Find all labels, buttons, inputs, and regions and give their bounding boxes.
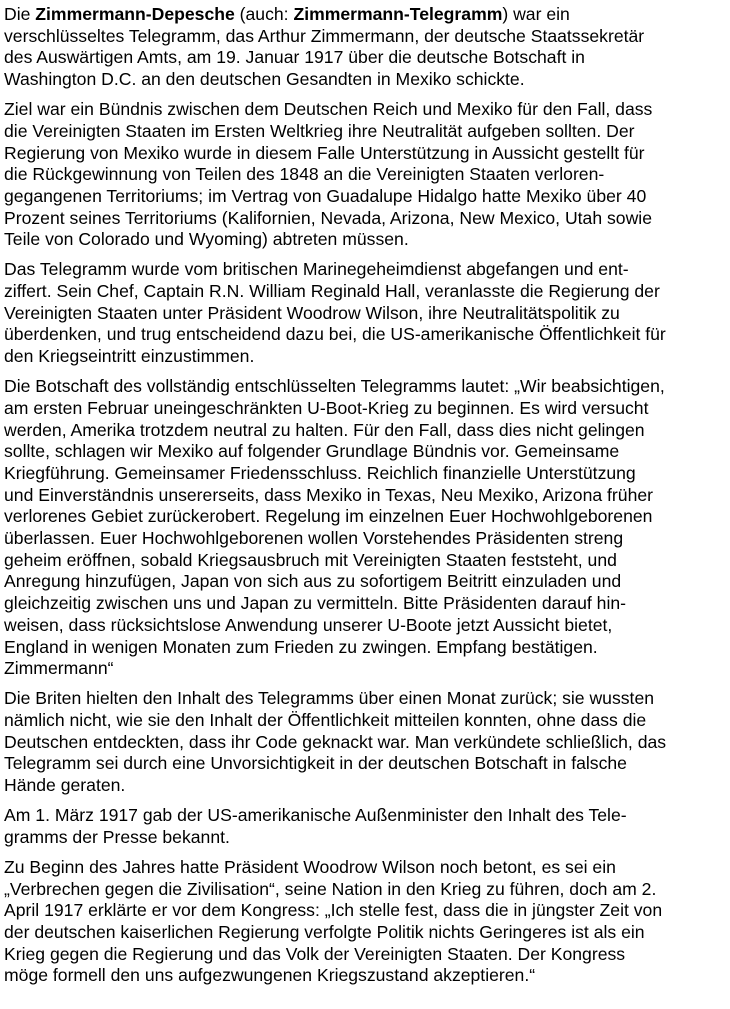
document-page xyxy=(4,4,728,995)
text-line: verschlüsseltes Telegramm, das Arthur Zimmermann, der deutsche Staatssekretär xyxy=(4,25,645,46)
text-line: Die Botschaft des vollständig entschlüsselten Telegramms lautet: „Wir beabsichtigen, xyxy=(4,376,665,397)
text-line xyxy=(4,4,570,24)
text-segment: Die xyxy=(4,4,36,24)
bold-term-zimmermann-depesche: Zimmermann-Depesche xyxy=(35,4,235,24)
bold-term-zimmermann-telegramm: Zimmermann-Telegramm xyxy=(293,4,503,24)
text-line: Telegramm sei durch eine Unvorsichtigkeit in der deutschen Botschaft in falsche xyxy=(4,753,627,774)
text-line: gramms der Presse bekannt. xyxy=(4,826,230,847)
text-line: Vereinigten Staaten unter Präsident Woodrow Wilson, ihre Neutralitätspolitik zu xyxy=(4,302,620,323)
paragraph-alliance-goal xyxy=(4,99,728,251)
text-segment: (auch: xyxy=(234,4,294,24)
text-line: den Kriegseintritt einzustimmen. xyxy=(4,346,255,367)
text-line: ziffert. Sein Chef, Captain R.N. William Reginald Hall, veranlasste die Regierung der xyxy=(4,281,660,302)
text-line: Die Briten hielten den Inhalt des Telegramms über einen Monat zurück; sie wussten xyxy=(4,688,655,709)
text-line: Prozent seines Territoriums (Kalifornien, Nevada, Arizona, New Mexico, Utah sowie xyxy=(4,207,652,228)
text-line: der deutschen kaiserlichen Regierung verfolgte Politik nichts Geringeres ist als ein xyxy=(4,921,645,942)
text-line: Deutschen entdeckten, dass ihr Code geknackt war. Man verkündete schließlich, das xyxy=(4,731,667,752)
text-line: Zu Beginn des Jahres hatte Präsident Woodrow Wilson noch betont, es sei ein xyxy=(4,856,616,877)
text-line: möge formell den uns aufgezwungenen Kriegszustand akzeptieren.“ xyxy=(4,965,536,986)
text-line: Das Telegramm wurde vom britischen Marinegeheimdienst abgefangen und ent- xyxy=(4,259,629,280)
text-line: Teile von Colorado und Wyoming) abtreten müssen. xyxy=(4,229,409,250)
text-segment: ) war ein xyxy=(502,4,570,24)
text-line: überdenken, und trug entscheidend dazu bei, die US-amerikanische Öffentlichkeit für xyxy=(4,324,666,345)
paragraph-interception xyxy=(4,259,728,368)
text-line: Washington D.C. an den deutschen Gesandten in Mexiko schickte. xyxy=(4,69,525,90)
paragraph-intro xyxy=(4,4,728,91)
text-line: Regierung von Mexiko wurde in diesem Falle Unterstützung in Aussicht gestellt für xyxy=(4,142,645,163)
text-line: die Vereinigten Staaten im Ersten Weltkrieg ihre Neutralität aufgeben sollten. Der xyxy=(4,120,635,141)
text-line: nämlich nicht, wie sie den Inhalt der Öffentlichkeit mitteilen konnten, ohne dass die xyxy=(4,709,647,730)
text-line: Am 1. März 1917 gab der US-amerikanische Außenminister den Inhalt des Tele- xyxy=(4,805,627,826)
text-line: werden, Amerika trotzdem neutral zu halten. Für den Fall, dass dies nicht gelingen xyxy=(4,419,645,440)
text-line: Zimmermann“ xyxy=(4,658,114,679)
text-line: überlassen. Euer Hochwohlgeborenen wollen Vorstehendes Präsidenten streng xyxy=(4,528,624,549)
text-line: Anregung hinzufügen, Japan von sich aus zu sofortigem Beitritt einzuladen und xyxy=(4,571,622,592)
text-line: gegangenen Territoriums; im Vertrag von Guadalupe Hidalgo hatte Mexiko über 40 xyxy=(4,185,647,206)
text-line: Krieg gegen die Regierung und das Volk der Vereinigten Staaten. Der Kongress xyxy=(4,943,626,964)
text-line: weisen, dass rücksichtslose Anwendung unserer U-Boote jetzt Aussicht bietet, xyxy=(4,614,613,635)
text-line: und Einverständnis unsererseits, dass Mexiko in Texas, Neu Mexiko, Arizona früher xyxy=(4,484,654,505)
text-line: „Verbrechen gegen die Zivilisation“, seine Nation in den Krieg zu führen, doch am 2. xyxy=(4,878,657,899)
text-line: Ziel war ein Bündnis zwischen dem Deutschen Reich und Mexiko für den Fall, dass xyxy=(4,99,653,120)
paragraph-publication xyxy=(4,805,728,848)
text-line: Hände geraten. xyxy=(4,775,126,796)
text-line: geheim eröffnen, sobald Kriegsausbruch mit Vereinigten Staaten feststeht, und xyxy=(4,549,617,570)
text-line: sollte, schlagen wir Mexiko auf folgender Grundlage Bündnis vor. Gemeinsame xyxy=(4,441,620,462)
text-line: die Rückgewinnung von Teilen des 1848 an die Vereinigten Staaten verloren- xyxy=(4,164,605,185)
paragraph-british-delay xyxy=(4,688,728,797)
text-line: April 1917 erklärte er vor dem Kongress: „Ich stelle fest, dass die in jüngster Zeit von xyxy=(4,900,663,921)
text-line: England in wenigen Monaten zum Frieden zu zwingen. Empfang bestätigen. xyxy=(4,636,598,657)
text-line: Kriegführung. Gemeinsamer Friedensschluss. Reichlich finanzielle Unterstützung xyxy=(4,462,636,483)
paragraph-wilson-declaration xyxy=(4,857,728,987)
paragraph-telegram-text xyxy=(4,376,728,680)
text-line: am ersten Februar uneingeschränkten U-Boot-Krieg zu beginnen. Es wird versucht xyxy=(4,397,649,418)
text-line: gleichzeitig zwischen uns und Japan zu vermitteln. Bitte Präsidenten darauf hin- xyxy=(4,593,626,614)
text-line: des Auswärtigen Amts, am 19. Januar 1917 über die deutsche Botschaft in xyxy=(4,47,585,68)
text-line: verlorenes Gebiet zurückerobert. Regelung im einzelnen Euer Hochwohlgeborenen xyxy=(4,506,653,527)
